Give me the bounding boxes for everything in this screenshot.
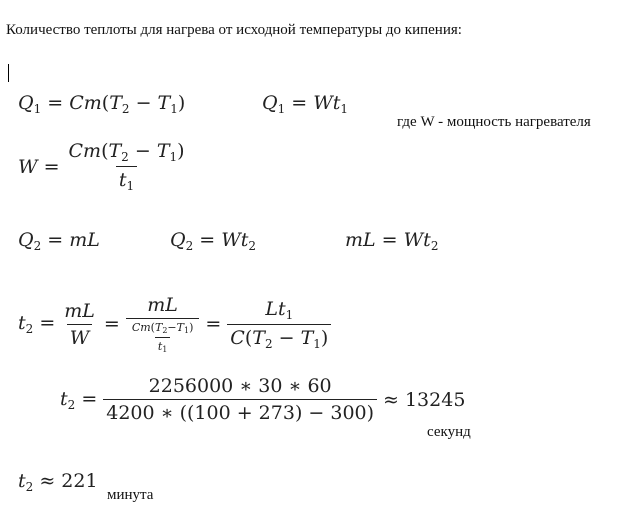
numeric-result-seconds: 13245 xyxy=(404,388,466,411)
numeric-denominator: 4200 ∗ ((100 + 273) − 300) xyxy=(103,399,377,424)
formula-ml-wt: mL = $Wt_2$ xyxy=(345,229,439,253)
numeric-numerator: 2256000 ∗ 30 ∗ 60 xyxy=(148,375,332,397)
formula-t2-numeric: $t_2$ = $\frac{2256000 ∗ 30 ∗ 60}{4200 ∗ ((100 + 273) - 300)}$ ≈ 13245 xyxy=(60,375,466,424)
result-minutes: 221 xyxy=(61,470,98,492)
formula-t2-derivation: $t_2$ = $\frac{mL}{W}$ = $\frac{mL}{\frac{Cm(T_2-T_1)}{t_1}}$ = $\frac{Lt_1}{C(T_2 - T_1)}$ xyxy=(18,294,331,354)
formula-q1-cm: $Q_1 = Cm(T_2 - T_1)$ xyxy=(18,92,186,116)
formula-q2-ml: $Q_2$ = mL xyxy=(18,229,100,253)
text-cursor xyxy=(8,64,9,82)
formula-q1-wt: $Q_1 = Wt_1$ xyxy=(262,92,349,116)
unit-minutes: минута xyxy=(107,487,154,503)
power-note: где W - мощность нагревателя xyxy=(397,114,591,130)
unit-seconds: секунд xyxy=(427,424,471,440)
formula-t2-minutes: $t_2 \approx 221$ xyxy=(18,470,98,494)
heading-text: Количество теплоты для нагрева от исходной температуры до кипения: xyxy=(6,22,462,38)
formula-q2-wt: $Q_2 = Wt_2$ xyxy=(170,229,257,253)
formula-w: W = $\frac{Cm(T_2 - T_1)}{t_1}$ xyxy=(18,140,185,193)
